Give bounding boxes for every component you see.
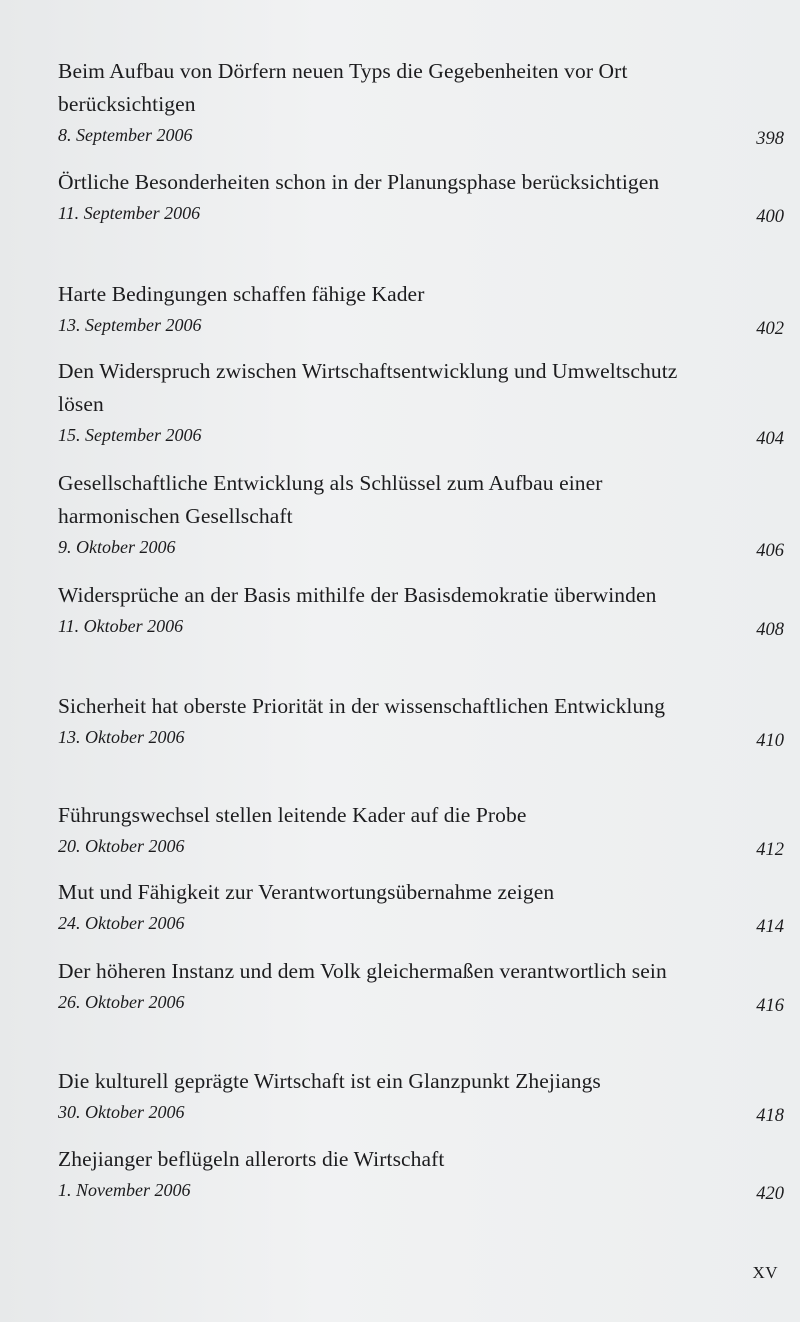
entry-page-number: 402 bbox=[756, 319, 784, 339]
entry-title: Der höheren Instanz und dem Volk gleichermaßen verantwortlich sein bbox=[58, 959, 667, 983]
entry-page-number: 418 bbox=[756, 1106, 784, 1126]
toc-entry bbox=[58, 278, 788, 339]
entry-title: Beim Aufbau von Dörfern neuen Typs die Gegebenheiten vor Ort berücksichtigen bbox=[58, 59, 628, 116]
entry-title: Den Widerspruch zwischen Wirtschaftsentwicklung und Umweltschutz lösen bbox=[58, 359, 678, 416]
toc-entry bbox=[58, 1143, 788, 1204]
entry-date: 30. Oktober 2006 bbox=[58, 1102, 185, 1122]
toc-entry bbox=[58, 55, 788, 149]
entry-title: Sicherheit hat oberste Priorität in der wissenschaftlichen Entwicklung bbox=[58, 694, 666, 718]
entry-title: Mut und Fähigkeit zur Verantwortungsübernahme zeigen bbox=[58, 880, 555, 904]
toc-entry bbox=[58, 955, 788, 1016]
entry-title: Örtliche Besonderheiten schon in der Planungsphase berücksichtigen bbox=[58, 170, 660, 194]
entry-date: 20. Oktober 2006 bbox=[58, 836, 185, 856]
entry-date: 15. September 2006 bbox=[58, 425, 202, 445]
entry-date: 9. Oktober 2006 bbox=[58, 537, 176, 557]
entry-page-number: 400 bbox=[756, 207, 784, 227]
entry-page-number: 414 bbox=[756, 917, 784, 937]
entry-date: 26. Oktober 2006 bbox=[58, 992, 185, 1012]
toc-entry bbox=[58, 355, 788, 449]
entry-date: 13. September 2006 bbox=[58, 315, 202, 335]
entry-page-number: 416 bbox=[756, 996, 784, 1016]
toc-entry bbox=[58, 876, 788, 937]
entry-date: 13. Oktober 2006 bbox=[58, 727, 185, 747]
entry-date: 11. September 2006 bbox=[58, 203, 201, 223]
entry-title: Zhejianger beflügeln allerorts die Wirtschaft bbox=[58, 1147, 445, 1171]
entry-page-number: 398 bbox=[756, 129, 784, 149]
entry-title: Widersprüche an der Basis mithilfe der Basisdemokratie überwinden bbox=[58, 583, 657, 607]
entry-date: 1. November 2006 bbox=[58, 1180, 191, 1200]
entry-title: Die kulturell geprägte Wirtschaft ist ein Glanzpunkt Zhejiangs bbox=[58, 1069, 601, 1093]
entry-title: Harte Bedingungen schaffen fähige Kader bbox=[58, 282, 425, 306]
page-folio: XV bbox=[752, 1263, 778, 1282]
toc-entry bbox=[58, 1065, 788, 1126]
toc-entry bbox=[58, 467, 788, 561]
entry-title: Gesellschaftliche Entwicklung als Schlüssel zum Aufbau einer harmonischen Gesellschaft bbox=[58, 471, 603, 528]
entry-date: 11. Oktober 2006 bbox=[58, 616, 184, 636]
toc-entry bbox=[58, 166, 788, 227]
entry-page-number: 410 bbox=[756, 731, 784, 751]
entry-page-number: 408 bbox=[756, 620, 784, 640]
entry-title: Führungswechsel stellen leitende Kader auf die Probe bbox=[58, 803, 527, 827]
entry-page-number: 404 bbox=[756, 429, 784, 449]
entry-page-number: 420 bbox=[756, 1184, 784, 1204]
toc-entry bbox=[58, 690, 788, 751]
entry-page-number: 406 bbox=[756, 541, 784, 561]
entry-date: 24. Oktober 2006 bbox=[58, 913, 185, 933]
toc-entry bbox=[58, 579, 788, 640]
toc-entry bbox=[58, 799, 788, 860]
entry-page-number: 412 bbox=[756, 840, 784, 860]
entry-date: 8. September 2006 bbox=[58, 125, 193, 145]
